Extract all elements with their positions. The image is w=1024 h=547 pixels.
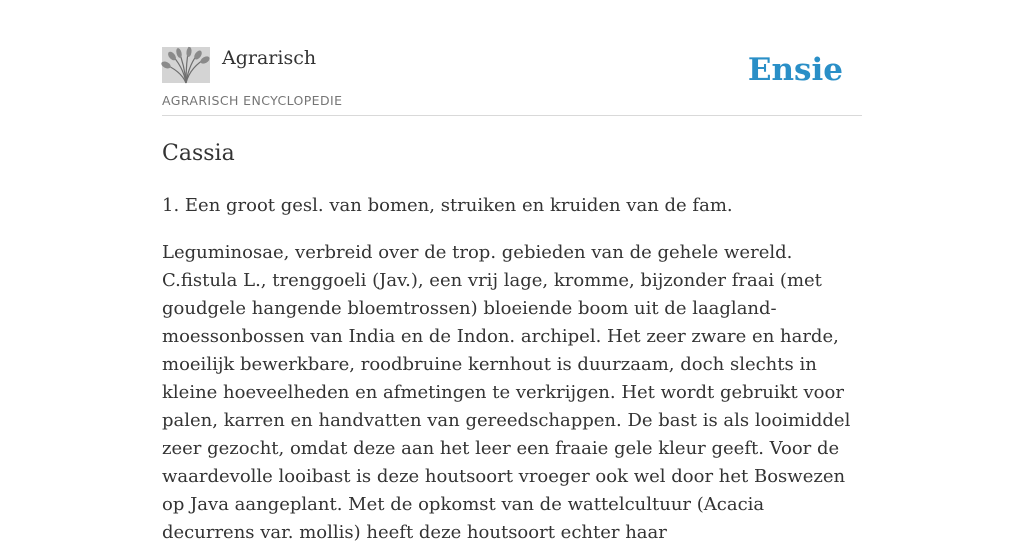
article	[162, 138, 862, 547]
source-name[interactable]: Agrarisch	[222, 47, 317, 69]
article-paragraph: Leguminosae, verbreid over de trop. gebieden van de gehele wereld. C.fistula L., trenggoeli (Jav.), een vrij lage, kromme, bijzonder fraai (met goudgele hangende bloemtrossen) bloeiende boom uit de laagland-moessonbossen van India en de Indon. archipel. Het zeer zware en harde, moeilijk bewerkbare, roodbruine kernhout is duurzaam, doch slechts in kleine hoeveelheden en afmetingen te verkrijgen. Het wordt gebruikt voor palen, karren en handvatten van gereedschappen. De bast is als looimiddel zeer gezocht, omdat deze aan het leer een fraaie gele kleur geeft. Voor de waardevolle looibast is deze houtsoort vroeger ook wel door het Boswezen op Java aangeplant. Met de opkomst van de wattelcultuur (Acacia decurrens var. mollis) heeft deze houtsoort echter haar	[162, 242, 851, 543]
wheat-ears-icon[interactable]	[162, 47, 210, 83]
site-header	[162, 0, 862, 116]
brand-logo[interactable]: Ensie	[747, 52, 843, 88]
source-subtitle: AGRARISCH ENCYCLOPEDIE	[162, 93, 343, 108]
article-paragraph: 1. Een groot gesl. van bomen, struiken en kruiden van de fam.	[162, 195, 733, 216]
page-title: Cassia	[162, 141, 235, 166]
